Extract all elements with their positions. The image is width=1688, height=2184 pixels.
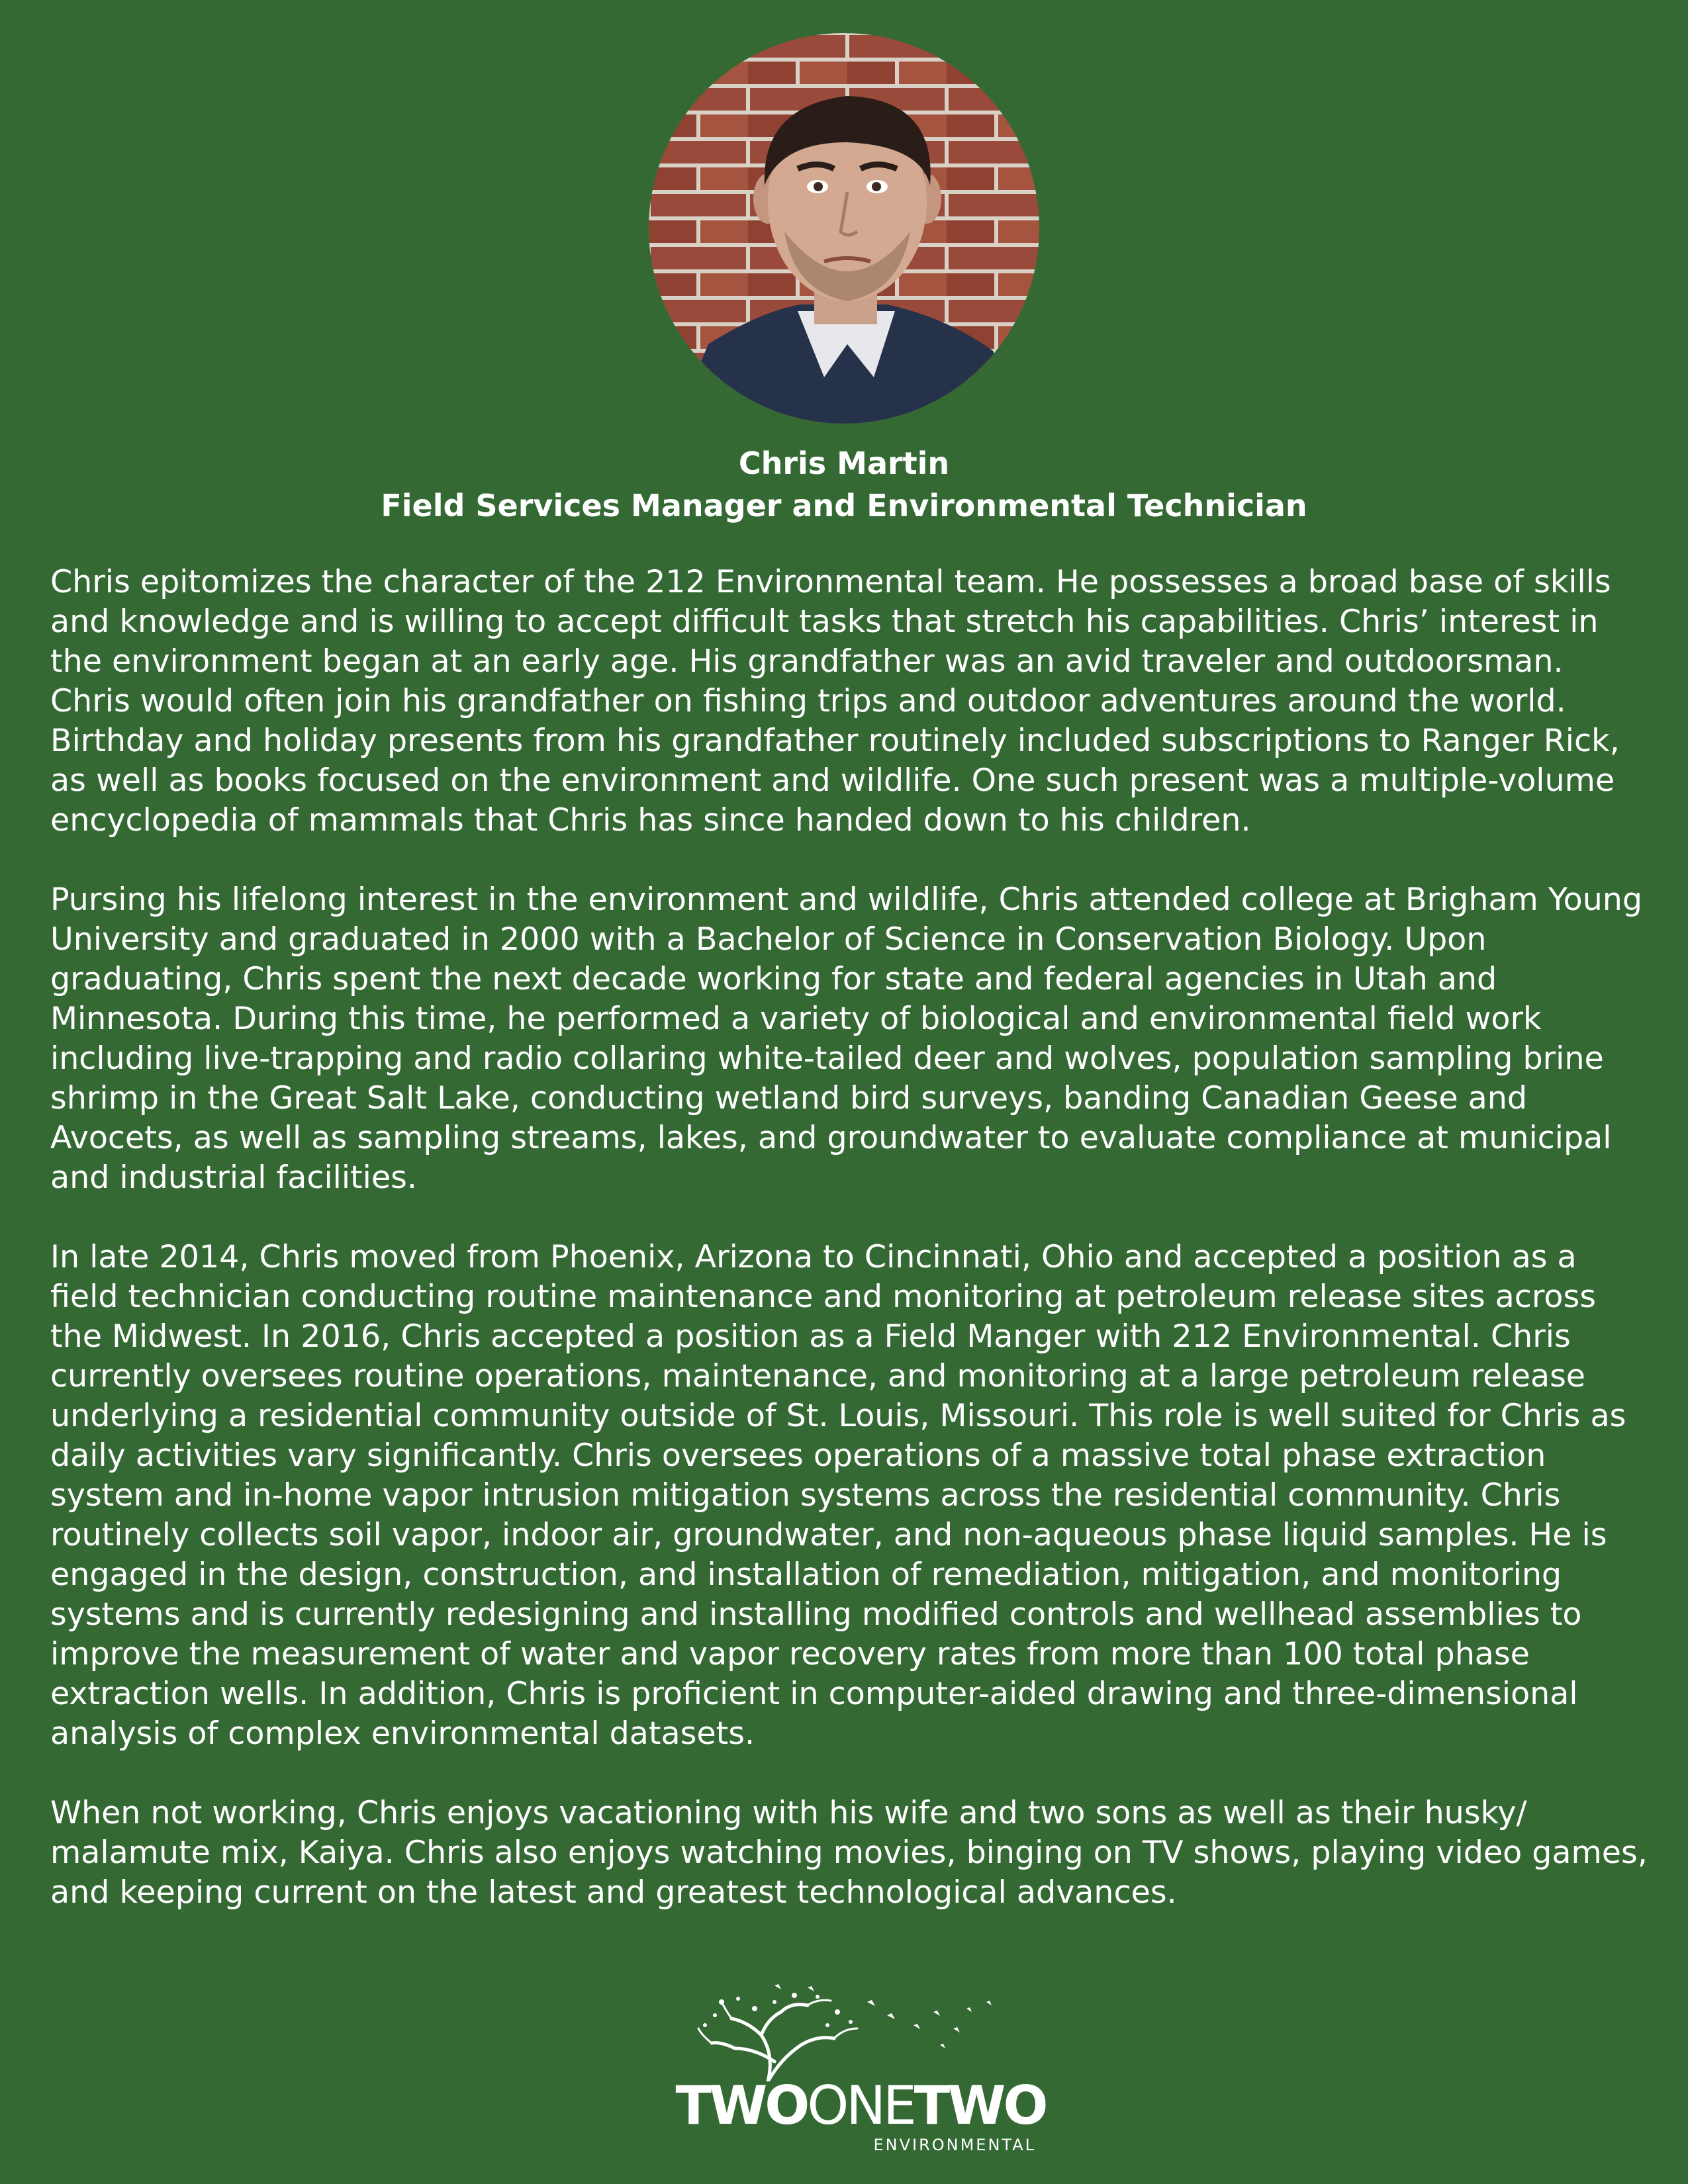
company-logo <box>675 1982 1046 2164</box>
person-name: Chris Martin <box>738 445 950 481</box>
bio-paragraph-2: Pursing his lifelong interest in the environment and wildlife, Chris attended college at Brigham Young University and graduated in 2000 with a Bachelor of Science in Conservation Biology. Upon graduating, Chris spent the next decade working for state and federal agencies in Utah and Minnesota. During this time, he performed a variety of biological and environmental field work including live-trapping and radio collaring white-tailed deer and wolves, population sampling brine shrimp in the Great Salt Lake, conducting wetland bird surveys, banding Canadian Geese and Avocets, as well as sampling streams, lakes, and groundwater to evaluate compliance at municipal and industrial facilities. <box>50 882 1643 1196</box>
bio-paragraph-4: When not working, Chris enjoys vacationing with his wife and two sons as well as their husky/ malamute mix, Kaiya. Chris also enjoys watching movies, binging on TV shows, playing video games, and keeping current on the latest and greatest technological advances. <box>50 1795 1648 1911</box>
logo-part-two-end: TWO <box>914 2075 1046 2136</box>
person-title: Field Services Manager and Environmental Technician <box>381 488 1307 523</box>
logo-part-two: TWO <box>675 2075 808 2136</box>
logo-part-one: ONE <box>807 2075 914 2136</box>
bio-section <box>50 563 1652 1952</box>
tree-birds-icon <box>675 1982 1046 2081</box>
profile-header <box>0 442 1688 527</box>
logo-subtitle: ENVIRONMENTAL <box>873 2136 1036 2154</box>
bio-paragraph-1: Chris epitomizes the character of the 212 Environmental team. He possesses a broad base of skills and knowledge and is willing to accept difficult tasks that stretch his capabilities. Chris’ interest in the environment began at an early age. His grandfather was an avid traveler and outdoorsman. Chris would often join his grandfather on fishing trips and outdoor adventures around the world. Birthday and holiday presents from his grandfather routinely included subscriptions to Ranger Rick, as well as books focused on the environment and wildlife. One such present was a multiple-volume encyclopedia of mammals that Chris has since handed down to his children. <box>50 564 1620 839</box>
profile-photo <box>649 33 1039 424</box>
logo-wordmark <box>675 2076 1046 2136</box>
bio-paragraph-3: In late 2014, Chris moved from Phoenix, Arizona to Cincinnati, Ohio and accepted a position as a field technician conducting routine maintenance and monitoring at petroleum release sites across the Midwest. In 2016, Chris accepted a position as a Field Manger with 212 Environmental. Chris currently oversees routine operations, maintenance, and monitoring at a large petroleum release underlying a residential community outside of St. Louis, Missouri. This role is well suited for Chris as daily activities vary significantly. Chris oversees operations of a massive total phase extraction system and in-home vapor intrusion mitigation systems across the residential community. Chris routinely collects soil vapor, indoor air, groundwater, and non-aqueous phase liquid samples. He is engaged in the design, construction, and installation of remediation, mitigation, and monitoring systems and is currently redesigning and installing modified controls and wellhead assemblies to improve the measurement of water and vapor recovery rates from more than 100 total phase extraction wells. In addition, Chris is proficient in computer-aided drawing and three-dimensional analysis of complex environmental datasets. <box>50 1239 1626 1752</box>
